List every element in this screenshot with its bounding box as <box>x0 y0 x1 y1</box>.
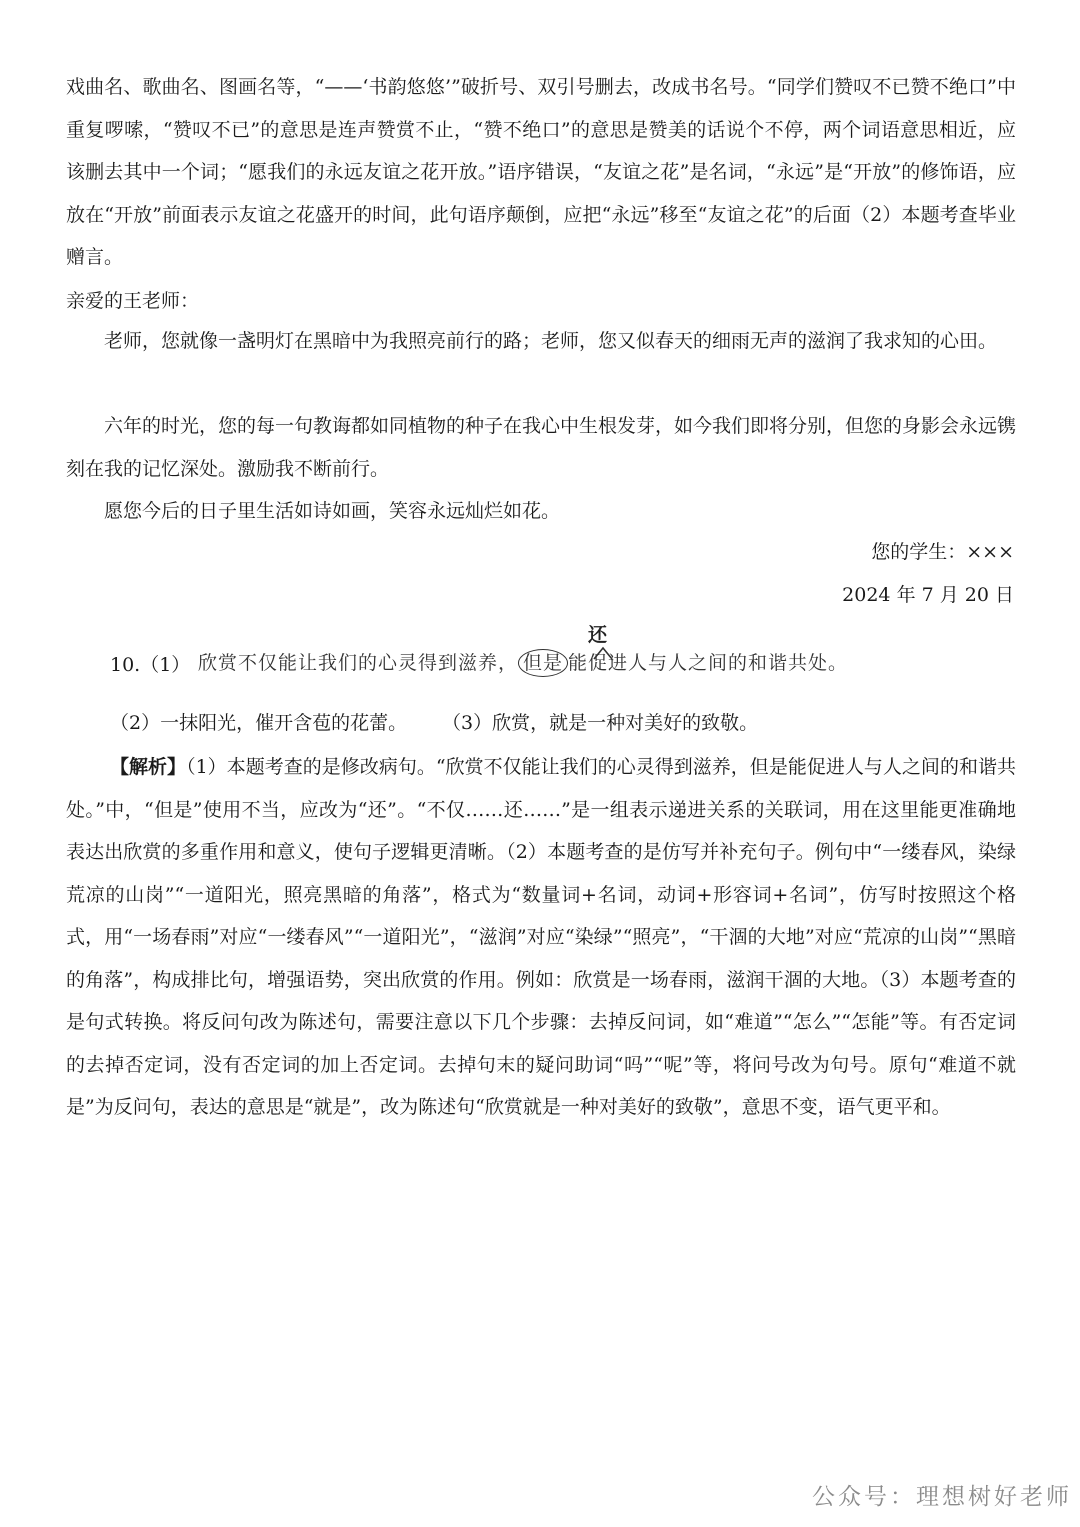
analysis-paragraph <box>66 746 1016 1129</box>
letter-body-1: 老师，您就像一盏明灯在黑暗中为我照亮前行的路；老师，您又似春天的细雨无声的滋润了我求知的心田。 <box>104 330 998 352</box>
letter-signature: 您的学生：××× <box>871 541 1014 563</box>
top-paragraph: 戏曲名、歌曲名、图画名等，“——‘书韵悠悠’”破折号、双引号删去，改成书名号。“同学们赞叹不已赞不绝口”中重复啰嗦，“赞叹不已”的意思是连声赞赏不止，“赞不绝口”的意思是赞美的话说个不停，两个词语意思相近，应该删去其中一个词；“愿我们的永远友谊之花开放。”语序错误，“友谊之花”是名词，“永远”是“开放”的修饰语，应放在“开放”前面表示友谊之花盛开的时间，此句语序颠倒，应把“永远”移至“友谊之花”的后面（2）本题考查毕业赠言。 <box>66 76 1016 268</box>
letter-date: 2024 年 7 月 20 日 <box>842 584 1014 606</box>
letter-body-2: 六年的时光，您的每一句教诲都如同植物的种子在我心中生根发芽，如今我们即将分别，但您的身影会永远镌刻在我的记忆深处。激励我不断前行。 <box>66 415 1017 480</box>
question-10-number: 10.（1） <box>110 654 191 676</box>
answer-2: （2）一抹阳光，催开含苞的花蕾。 <box>110 712 408 734</box>
letter-body-3: 愿您今后的日子里生活如诗如画，笑容永远灿烂如花。 <box>104 500 561 522</box>
inserted-correction: 还 <box>588 624 608 646</box>
analysis-text: （1）本题考查的是修改病句。“欣赏不仅能让我们的心灵得到滋养，但是能促进人与人之间的和谐共处。”中，“但是”使用不当，应改为“还”。“不仅……还……”是一组表示递进关系的关联词，用在这里能更准确地表达出欣赏的多重作用和意义，使句子逻辑更清晰。（2）本题考查的是仿写并补充句子。例句中“一缕春风，染绿荒凉的山岗”“一道阳光，照亮黑暗的角落”，格式为“数量词+名词，动词+形容词+名词”，仿写时按照这个格式，用“一场春雨”对应“一缕春风”“一道阳光”，“滋润”对应“染绿”“照亮”，“干涸的大地”对应“荒凉的山岗”“黑暗的角落”，构成排比句，增强语势，突出欣赏的作用。例如：欣赏是一场春雨，滋润干涸的大地。（3）本题考查的是句式转换。将反问句改为陈述句，需要注意以下几个步骤：去掉反问词，如“难道”“怎么”“怎能”等。有否定词的去掉否定词，没有否定词的加上否定词。去掉句末的疑问助词“吗”“呢”等，将问号改为句号。原句“难道不就是”为反问句，表达的意思是“就是”，改为陈述句“欣赏就是一种对美好的致敬”，意思不变，语气更平和。 <box>66 756 1016 1118</box>
handwritten-before: 欣赏不仅能让我们的心灵得到滋养， <box>198 652 519 674</box>
handwritten-correction <box>198 648 848 677</box>
letter-greeting: 亲爱的王老师： <box>66 290 200 312</box>
handwritten-after: 能促进人与人之间的和谐共处。 <box>568 652 849 674</box>
circled-word: 但是 <box>518 649 568 677</box>
answer-3: （3）欣赏，就是一种对美好的致敬。 <box>442 712 759 734</box>
watermark: 公众号：理想树好老师 <box>812 1484 1072 1510</box>
analysis-label: 【解析】 <box>110 756 187 778</box>
